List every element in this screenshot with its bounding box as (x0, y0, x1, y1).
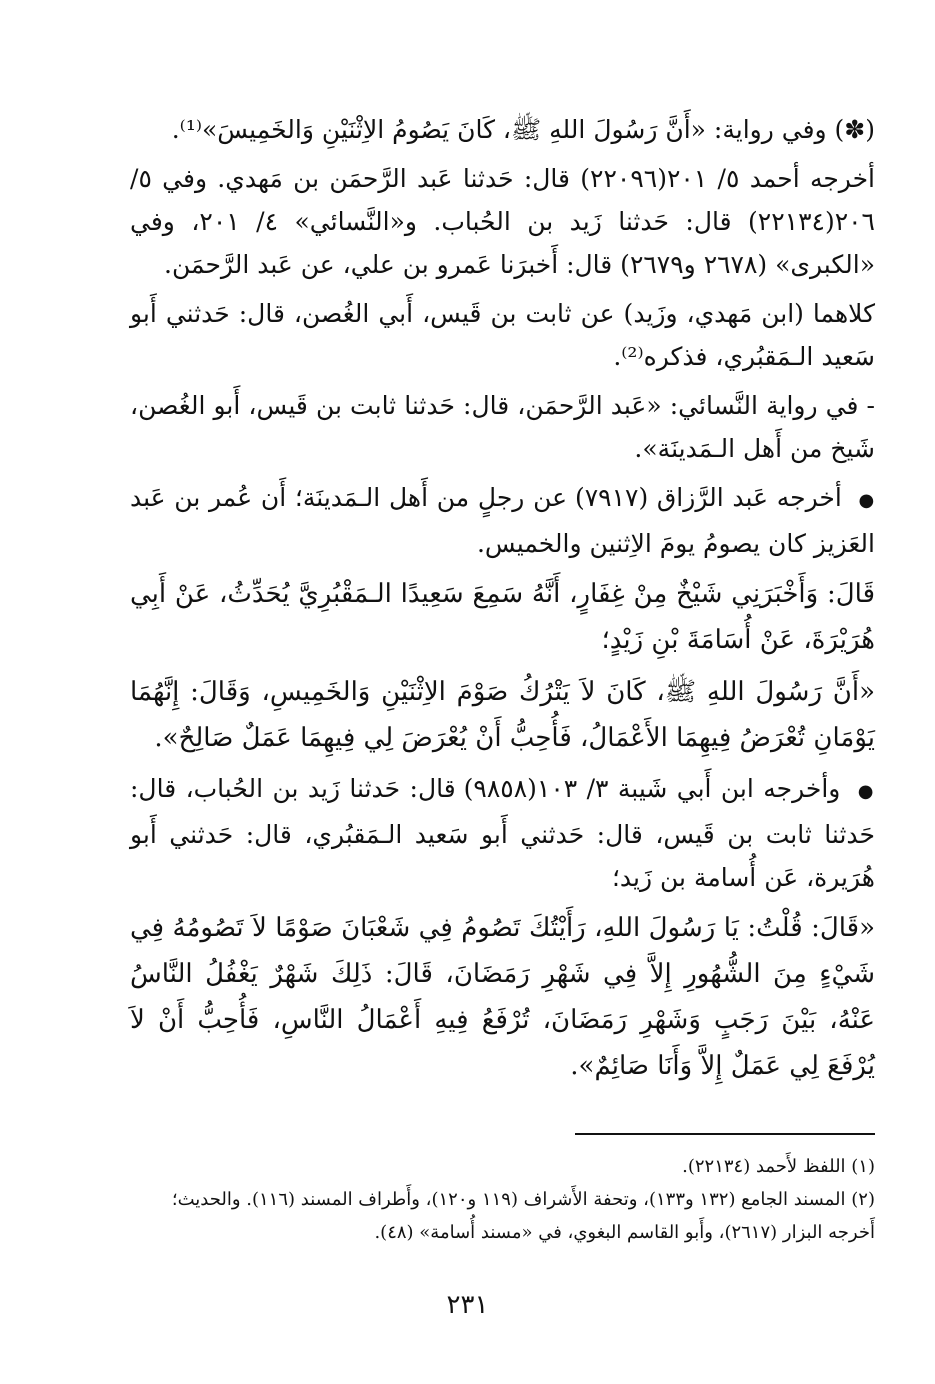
paragraph-isnad (130, 571, 875, 663)
paragraph-text: (✽) وفي رواية: «أَنَّ رَسُولَ اللهِ ﷺ، كَانَ يَصُومُ الاِثْنَيْنِ وَالخَمِيسَ»⁽¹⁾. (171, 115, 875, 144)
paragraph-text: - في رواية النَّسائي: «عَبد الرَّحمَن، قال: حَدثنا ثابت بن قَيس، أَبو الغُصن، شَيخ من أَهل الـمَدينَة». (130, 391, 875, 463)
paragraph-riwaya-intro (130, 108, 875, 151)
footnote-2: (٢) المسند الجامع (١٣٢ و١٣٣)، وتحفة الأَشراف (١١٩ و١٢٠)، وأَطراف المسند (١١٦). والحديث؛ أَخرجه البزار (٢٦١٧)، وأَبو القاسم البغوي، في «مسند أُسامة» (٤٨). (171, 1189, 875, 1243)
paragraph-kilahuma (130, 292, 875, 378)
paragraph-takhrij-ahmad (130, 157, 875, 286)
paragraph-text: قَالَ: وَأَخْبَرَنِي شَيْخٌ مِنْ غِفَارٍ، أَنَّهُ سَمِعَ سَعِيدًا الـمَقْبُرِيَّ يُحَدِّثُ، عَنْ أَبِي هُرَيْرَةَ، عَنْ أُسَامَةَ بْنِ زَيْدٍ؛ (130, 579, 875, 655)
paragraph-text: وأخرجه ابن أَبي شَيبة ٣/ ١٠٣(٩٨٥٨) قال: حَدثنا زَيد بن الحُباب، قال: حَدثنا ثابت بن قَيس، قال: حَدثني أَبو سَعيد الـمَقبُري، قال: حَدثني أَبو هُرَيرة، عَن أُسامة بن زَيد؛ (130, 774, 875, 892)
bullet-icon: ● (858, 490, 875, 511)
paragraph-abdurrazzaq (130, 476, 875, 565)
footnote-divider (575, 1133, 875, 1135)
bullet-icon: ● (857, 781, 875, 802)
paragraph-text: أخرجه عَبد الرَّزاق (٧٩١٧) عن رجلٍ من أَهل الـمَدينَة؛ أَن عُمر بن عَبد العَزيز كان يصومُ يومَ الاِثنين والخميس. (130, 483, 875, 558)
paragraph-hadith-text (130, 669, 875, 761)
paragraph-shaban-hadith (130, 905, 875, 1089)
paragraph-ibn-abi-shayba (130, 767, 875, 899)
paragraph-text: «قَالَ: قُلْتُ: يَا رَسُولَ اللهِ، رَأَيْتُكَ تَصُومُ فِي شَعْبَانَ صَوْمًا لاَ تَصُومُهُ فِي شَيْءٍ مِنَ الشُّهُورِ إِلاَّ فِي شَهْرِ رَمَضَانَ، قَالَ: ذَلِكَ شَهْرٌ يَغْفُلُ النَّاسُ عَنْهُ، بَيْنَ رَجَبٍ وَشَهْرِ رَمَضَانَ، تُرْفَعُ فِيهِ أَعْمَالُ النَّاسِ، فَأُحِبُّ أَنْ لاَ يُرْفَعَ لِي عَمَلٌ إِلاَّ وَأَنَا صَائِمٌ». (130, 913, 875, 1081)
footnotes (140, 1150, 875, 1249)
paragraph-text: «أَنَّ رَسُولَ اللهِ ﷺ، كَانَ لاَ يَتْرُكُ صَوْمَ الاِثْنَيْنِ وَالخَمِيسِ، وَقَالَ: إِنَّهُمَا يَوْمَانِ تُعْرَضُ فِيهِمَا الأَعْمَالُ، فَأُحِبُّ أَنْ يُعْرَضَ لِي فِيهِمَا عَمَلٌ صَالِحٌ». (130, 677, 875, 753)
footnote-1: (١) اللفظ لأَحمد (٢٢١٣٤). (682, 1156, 875, 1177)
page-number: ٢٣١ (446, 1290, 489, 1320)
main-text (130, 108, 875, 1095)
paragraph-nasai-riwaya (130, 384, 875, 470)
paragraph-text: أخرجه أحمد ٥/ ٢٠١(٢٢٠٩٦) قال: حَدثنا عَبد الرَّحمَن بن مَهدي. وفي ٥/ ٢٠٦(٢٢١٣٤) قال: حَدثنا زَيد بن الحُباب. و«النَّسائي» ٤/ ٢٠١، وفي «الكبرى» (٢٦٧٨ و٢٦٧٩) قال: أَخبرَنا عَمرو بن علي، عن عَبد الرَّحمَن. (130, 164, 876, 279)
paragraph-text: كلاهما (ابن مَهدي، وزَيد) عن ثابت بن قَيس، أَبي الغُصن، قال: حَدثني أَبو سَعيد الـمَقبُري، فذكره⁽²⁾. (130, 299, 875, 371)
